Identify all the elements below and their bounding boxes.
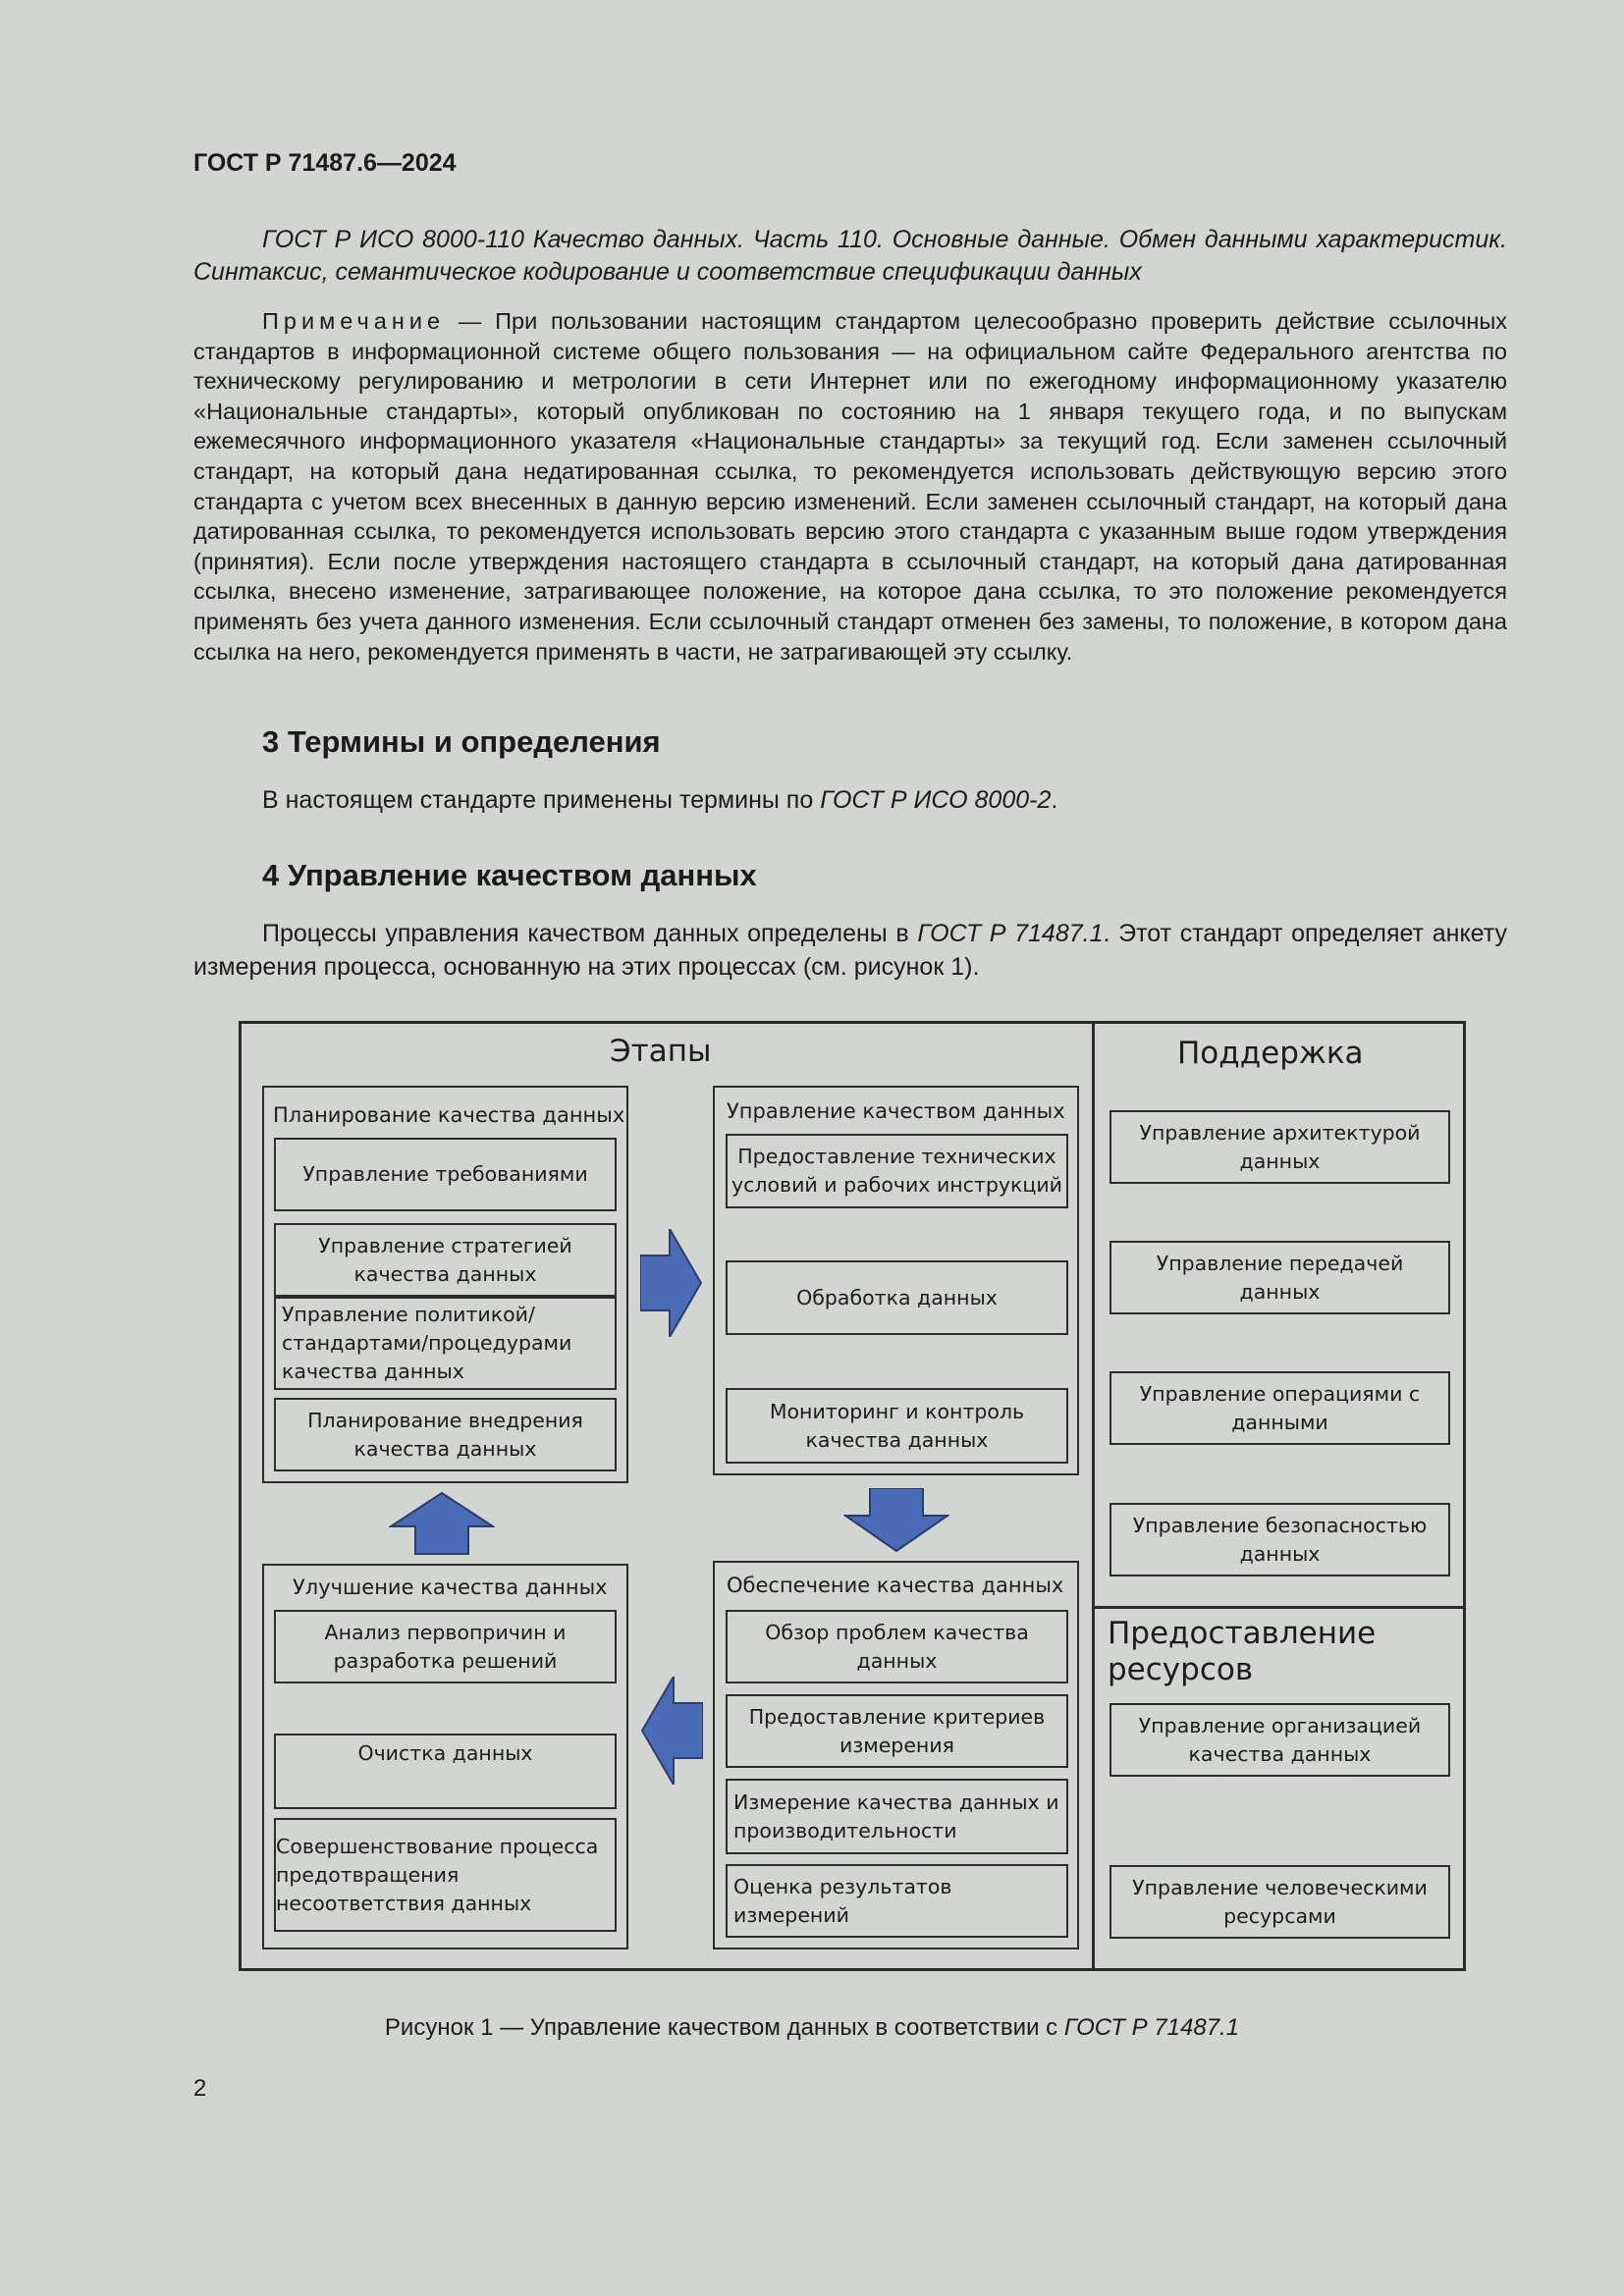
arrow-right-icon: [640, 1229, 703, 1337]
sec3-text-before: В настоящем стандарте применены термины по: [262, 786, 821, 814]
sec3-ref: ГОСТ Р ИСО 8000-2: [820, 786, 1052, 814]
improvement-item: Совершенствование процесса предотвращения несоответствия данных: [274, 1818, 617, 1932]
support-item: Управление операциями с данными: [1110, 1371, 1450, 1445]
sec3-text-after: .: [1051, 786, 1058, 814]
planning-item: Управление стратегией качества данных: [274, 1223, 617, 1297]
resource-item: Управление организацией качества данных: [1110, 1703, 1450, 1777]
planning-item: Управление политикой/ стандартами/процедурами качества данных: [274, 1297, 617, 1390]
control-item: Мониторинг и контроль качества данных: [726, 1388, 1068, 1464]
note-paragraph: [193, 306, 1507, 667]
page-number: 2: [193, 2075, 207, 2102]
section-4-text: [193, 917, 1507, 984]
figure-1-diagram: [239, 1021, 1466, 1971]
support-resources-divider: [1094, 1606, 1463, 1609]
figure-caption: [0, 2014, 1624, 2042]
assurance-item: Обзор проблем качества данных: [726, 1610, 1068, 1683]
assurance-group-label: Обеспечение качества данных: [727, 1574, 1064, 1597]
document-header: ГОСТ Р 71487.6—2024: [193, 149, 457, 177]
assurance-item: Оценка результатов измерений: [726, 1864, 1068, 1938]
section-4-heading: 4 Управление качеством данных: [262, 858, 757, 892]
support-item: Управление архитектурой данных: [1110, 1110, 1450, 1184]
planning-item: Управление требованиями: [274, 1138, 617, 1211]
control-item: Обработка данных: [726, 1260, 1068, 1335]
planning-group-label: Планирование качества данных: [273, 1103, 625, 1127]
caption-text: Рисунок 1 — Управление качеством данных в соответствии с: [384, 2014, 1064, 2041]
normative-reference: ГОСТ Р ИСО 8000-110 Качество данных. Часть 110. Основные данные. Обмен данными характеристик. Синтаксис, семантическое кодирование и соответствие спецификации данных: [193, 226, 1507, 286]
support-title: Поддержка: [1177, 1036, 1364, 1071]
improvement-item: Анализ первопричин и разработка решений: [274, 1610, 617, 1683]
arrow-left-icon: [640, 1677, 703, 1785]
sec4-text-before: Процессы управления качеством данных определены в: [262, 920, 918, 947]
section-3-heading: 3 Термины и определения: [262, 724, 661, 759]
arrow-up-icon: [389, 1491, 495, 1556]
sec4-ref: ГОСТ Р 71487.1: [917, 920, 1104, 947]
section-3-text: [193, 783, 1507, 817]
caption-ref: ГОСТ Р 71487.1: [1063, 2014, 1240, 2041]
control-group-label: Управление качеством данных: [727, 1099, 1065, 1123]
sec4-text-after: . Этот стандарт определяет анкету измерения процесса, основанную на этих процессах (см. рисунок 1).: [193, 920, 1507, 981]
assurance-item: Измерение качества данных и производительности: [726, 1779, 1068, 1854]
stages-title: Этапы: [610, 1034, 712, 1069]
support-item: Управление передачей данных: [1110, 1241, 1450, 1314]
control-item: Предоставление технических условий и рабочих инструкций: [726, 1134, 1068, 1208]
stages-support-divider: [1092, 1024, 1095, 1968]
improvement-group-label: Улучшение качества данных: [293, 1575, 608, 1599]
arrow-down-icon: [843, 1488, 949, 1553]
resources-title: Предоставление ресурсов: [1108, 1616, 1377, 1687]
note-text: — При пользовании настоящим стандартом целесообразно проверить действие ссылочных стандартов в информационной системе общего пользования — на официальном сайте Федерального агентства по техническому регулированию и метрологии в сети Интернет или по ежегодному информационному указателю «Национальные стандарты», который опубликован по состоянию на 1 января текущего года, и по выпускам ежемесячного информационного указателя «Национальные стандарты» за текущий год. Если заменен ссылочный стандарт, на который дана недатированная ссылка, то рекомендуется использовать действующую версию этого стандарта с учетом всех внесенных в данную версию изменений. Если заменен ссылочный стандарт, на который дана датированная ссылка, то рекомендуется использовать версию этого стандарта с указанным выше годом утверждения (принятия). Если после утверждения настоящего стандарта в ссылочный стандарт, на который дана датированная ссылка, внесено изменение, затрагивающее положение, на которое дана ссылка, то это положение рекомендуется применять без учета данного изменения. Если ссылочный стандарт отменен без замены, то положение, в котором дана ссылка на него, рекомендуется применять в части, не затрагивающей эту ссылку.: [193, 308, 1507, 665]
note-label: Примечание: [262, 308, 446, 334]
resource-item: Управление человеческими ресурсами: [1110, 1865, 1450, 1939]
planning-item: Планирование внедрения качества данных: [274, 1398, 617, 1471]
improvement-item: Очистка данных: [274, 1734, 617, 1809]
support-item: Управление безопасностью данных: [1110, 1503, 1450, 1576]
assurance-item: Предоставление критериев измерения: [726, 1694, 1068, 1768]
